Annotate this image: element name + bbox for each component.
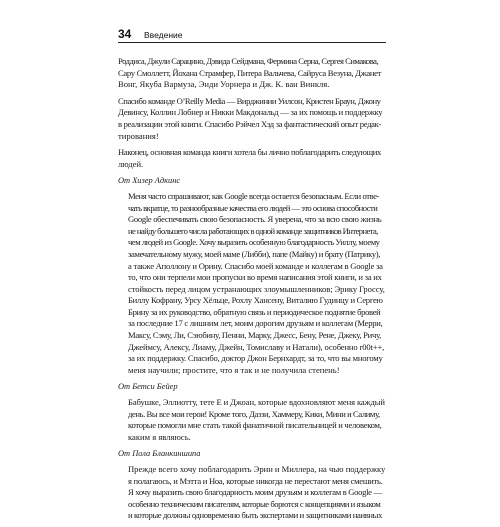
from-paul-heading: От Пола Бланкиншипа bbox=[118, 449, 201, 459]
text-line: Прежде всего хочу поблагодарить Эрин и Миллера, на чью поддержку bbox=[128, 464, 386, 474]
text-line: особенно техническим писателям, которые борются с концепциями и языком bbox=[128, 498, 381, 509]
paragraph-reviewers-continued bbox=[118, 56, 386, 91]
text-line: чем людей из Google. Хочу выразить особенную благодарность Уиллу, моему bbox=[128, 237, 380, 248]
paragraph-oreilly-thanks bbox=[118, 96, 386, 142]
text-line: за последние 17 с лишним лет, моим дорогим друзьям и коллегам (Мерри, bbox=[128, 318, 383, 329]
paragraph-heather bbox=[118, 191, 386, 377]
text-line: Девинсу, Коллин Лобнер и Никки Макдональд — за их помощь и поддержку bbox=[118, 107, 383, 118]
text-line: в реализации этой книги. Спасибо Рэйчел Хэд за фантастический опыт редак- bbox=[118, 118, 382, 129]
text-line: не найду большего числа работающих в одной команде защитников Интернета, bbox=[128, 225, 378, 236]
text-line: Роддиса, Джули Сарацино, Дэвида Сейдмана, Фермина Серна, Сергея Симакова, bbox=[118, 56, 379, 66]
text-line: Биллу Кофрану, Урсу Хёльце, Рохлу Хансену, Виталию Гудинцу и Сергею bbox=[128, 295, 383, 306]
section-title: Введение bbox=[144, 30, 183, 40]
text-line: день. Вы все мои герои! Кроме того, Даззи, Хаммеру, Кики, Мини и Салиму, bbox=[128, 408, 380, 419]
text-line: Вонг, Якуба Вармуза, Энди Уорнера и Дж. К. ван Винкля. bbox=[118, 79, 330, 90]
text-line: Сару Смоллетт, Йохана Страмфер, Питера Вальчева, Сайруса Везуна, Джанет bbox=[118, 67, 382, 78]
text-line: чать вкратце, то разнообразные качества его людей — это основа способности bbox=[128, 202, 378, 213]
text-line: Я хочу выразить свою благодарность моим друзьям и коллегам в Google — bbox=[128, 487, 382, 498]
page-number: 34 bbox=[118, 27, 132, 41]
page-body bbox=[118, 56, 386, 527]
text-line: тирования! bbox=[118, 130, 159, 141]
text-line: Джеймсу, Алексу, Лиаму, Джейн, Томиславу и Натали), особенно r00t++, bbox=[128, 341, 385, 352]
text-line: я полагаюсь, и Мэтта и Ноа, которые никогда не перестают меня смешить. bbox=[128, 475, 383, 486]
from-heather-heading: От Хизер Адкинс bbox=[118, 176, 181, 186]
text-line: замечательному мужу, моей маме (Либби), папе (Майку) и брату (Патрику), bbox=[128, 248, 381, 259]
paragraph-betsy bbox=[118, 397, 386, 443]
from-betsy-heading: От Бетси Бейер bbox=[118, 382, 178, 392]
text-line: которые помогли мне стать такой фанатичной писательницей и человеком, bbox=[128, 420, 382, 431]
text-line: за их поддержку. Спасибо, доктор Джон Бернхардт, за то, что вы многому bbox=[128, 353, 383, 364]
text-line: людей. bbox=[118, 158, 144, 169]
text-line: а также Аполлону и Орину. Спасибо моей команде и коллегам в Google за bbox=[128, 260, 383, 271]
text-line: каким я являюсь. bbox=[128, 431, 191, 442]
text-line: Бабушке, Эллиотту, тете Е и Джоан, которые вдохновляют меня каждый bbox=[128, 397, 385, 408]
text-line: то, что они терпели мои пропуски во время написания этой книги, и за их bbox=[128, 272, 382, 283]
text-line: Максу, Сэму, Ли, Сэюбину, Пенни, Марку, Джесс, Бену, Рене, Джеку, Ричу, bbox=[128, 330, 381, 341]
text-line: Наконец, основная команда книги хотела бы лично поблагодарить следующих bbox=[118, 147, 382, 158]
text-line: Спасибо команде O’Reilly Media — Вирджинии Уилсон, Кристен Браун, Джону bbox=[118, 95, 381, 106]
text-line: и которые должны одновременно быть экспертами и защитниками наивных bbox=[128, 510, 383, 521]
paragraph-paul bbox=[118, 464, 386, 522]
text-line: Google обеспечивать свою безопасность. Я уверена, что за всю свою жизнь bbox=[128, 214, 382, 225]
running-header bbox=[118, 28, 386, 43]
text-line: Меня часто спрашивают, как Google всегда остается безопасным. Если отве- bbox=[128, 190, 380, 201]
text-line: Брину за их руководство, обратную связь и периодическое поднятие бровей bbox=[128, 306, 381, 317]
text-line: стойкость перед лицом устранающих злоумышленников; Эрику Гроссу, bbox=[128, 283, 385, 294]
paragraph-core-team bbox=[118, 147, 386, 170]
text-line: меня научили; простите, что я так и не получила степень! bbox=[128, 364, 340, 375]
